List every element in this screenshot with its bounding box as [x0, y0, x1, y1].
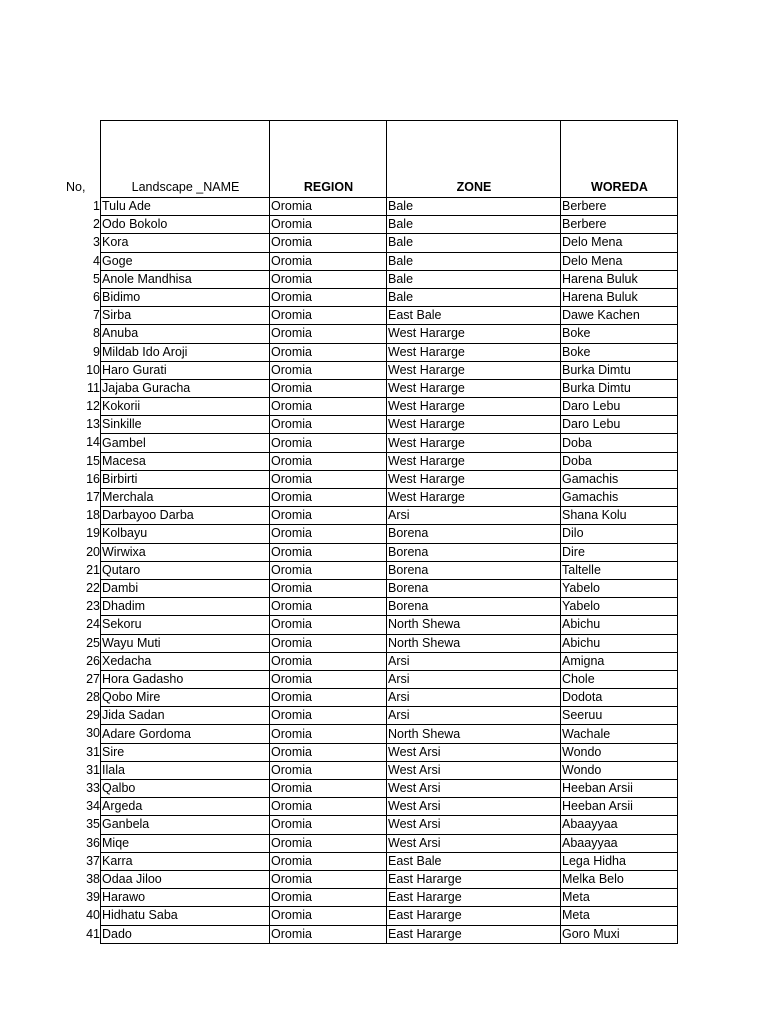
woreda-cell: Meta [561, 889, 678, 907]
woreda-cell: Boke [561, 325, 678, 343]
table-row [101, 816, 678, 834]
landscape-name: Miqe [102, 835, 130, 850]
zone-cell: East Bale [387, 307, 561, 325]
region-cell: Oromia [270, 870, 387, 888]
landscape-name-cell [93, 288, 270, 306]
landscape-name-cell [86, 707, 270, 725]
table-row [101, 288, 678, 306]
landscape-name-cell [86, 561, 270, 579]
landscape-name: Qutaro [102, 562, 141, 577]
zone-cell: Bale [387, 252, 561, 270]
region-cell: Oromia [270, 216, 387, 234]
landscape-name-cell [86, 452, 270, 470]
row-number: 8 [93, 326, 100, 341]
header-row [101, 121, 678, 198]
row-number: 13 [86, 417, 100, 432]
zone-cell: West Hararge [387, 398, 561, 416]
table-row [101, 670, 678, 688]
table-row [101, 434, 678, 452]
table-row [101, 761, 678, 779]
region-cell: Oromia [270, 525, 387, 543]
woreda-cell: Doba [561, 452, 678, 470]
landscape-name: Sirba [102, 308, 132, 323]
row-number: 6 [93, 289, 100, 304]
row-number: 33 [86, 781, 100, 795]
region-cell: Oromia [270, 270, 387, 288]
landscape-name: Tulu Ade [102, 199, 151, 214]
region-cell: Oromia [270, 307, 387, 325]
zone-cell: East Hararge [387, 925, 561, 943]
landscape-name: Dambi [102, 581, 139, 596]
woreda-cell: Daro Lebu [561, 398, 678, 416]
zone-cell: Arsi [387, 507, 561, 525]
region-cell: Oromia [270, 470, 387, 488]
table-row [101, 489, 678, 507]
table-row [101, 798, 678, 816]
woreda-cell: Shana Kolu [561, 507, 678, 525]
table-row [101, 416, 678, 434]
region-cell: Oromia [270, 489, 387, 507]
landscape-name-cell [86, 798, 270, 816]
landscape-name: Haro Gurati [102, 362, 167, 377]
woreda-cell: Abichu [561, 634, 678, 652]
landscape-name: Hora Gadasho [102, 671, 184, 686]
landscape-name: Macesa [102, 453, 146, 468]
table-row [101, 307, 678, 325]
row-number: 18 [86, 508, 100, 523]
zone-cell: Arsi [387, 670, 561, 688]
row-number: 9 [93, 344, 100, 359]
woreda-cell: Harena Buluk [561, 270, 678, 288]
zone-cell: Bale [387, 216, 561, 234]
landscape-name: Qalbo [102, 781, 136, 796]
landscape-name-cell [93, 216, 270, 234]
landscape-name-cell [86, 489, 270, 507]
woreda-cell: Yabelo [561, 579, 678, 597]
landscape-name: Kora [102, 235, 129, 250]
landscape-name-cell [86, 525, 270, 543]
row-number: 3 [93, 235, 100, 250]
landscape-name: Argeda [102, 799, 143, 814]
region-cell: Oromia [270, 670, 387, 688]
table-row [101, 689, 678, 707]
landscape-name: Ganbela [102, 817, 150, 832]
zone-cell: West Arsi [387, 816, 561, 834]
zone-cell: North Shewa [387, 634, 561, 652]
zone-cell: Arsi [387, 707, 561, 725]
row-number: 41 [86, 926, 100, 941]
landscape-name: Karra [102, 853, 133, 868]
region-cell: Oromia [270, 234, 387, 252]
woreda-cell: Berbere [561, 198, 678, 216]
landscape-name-cell [86, 616, 270, 634]
region-cell: Oromia [270, 561, 387, 579]
landscape-name: Odaa Jiloo [102, 872, 162, 887]
woreda-cell: Yabelo [561, 598, 678, 616]
row-number: 29 [86, 708, 100, 723]
landscape-name-cell [86, 434, 270, 452]
woreda-cell: Wondo [561, 761, 678, 779]
region-cell: Oromia [270, 725, 387, 743]
row-number: 22 [86, 580, 100, 595]
landscape-name-cell [86, 670, 270, 688]
row-number: 2 [93, 217, 100, 232]
woreda-cell: Wondo [561, 743, 678, 761]
landscape-name-cell [86, 816, 270, 834]
landscape-name-cell [93, 234, 270, 252]
table-row [101, 525, 678, 543]
table-row [101, 780, 678, 798]
landscape-name-cell [86, 870, 270, 888]
zone-cell: West Arsi [387, 743, 561, 761]
landscape-name: Goge [102, 253, 133, 268]
landscape-name: Odo Bokolo [102, 217, 168, 232]
region-cell: Oromia [270, 252, 387, 270]
landscape-name-cell [93, 307, 270, 325]
row-number: 31 [86, 744, 100, 759]
region-cell: Oromia [270, 780, 387, 798]
region-cell: Oromia [270, 579, 387, 597]
region-cell: Oromia [270, 798, 387, 816]
zone-cell: Borena [387, 598, 561, 616]
table-row [101, 379, 678, 397]
table-row [101, 616, 678, 634]
zone-cell: West Arsi [387, 834, 561, 852]
table-row [101, 343, 678, 361]
landscape-name: Sekoru [102, 617, 142, 632]
landscape-name: Anuba [102, 326, 139, 341]
landscape-name-cell [93, 270, 270, 288]
row-number: 36 [86, 835, 100, 850]
table-row [101, 452, 678, 470]
woreda-cell: Abaayyaa [561, 816, 678, 834]
region-cell: Oromia [270, 907, 387, 925]
landscape-name-cell [86, 634, 270, 652]
table-row [101, 743, 678, 761]
landscape-name-cell [86, 598, 270, 616]
zone-cell: West Arsi [387, 761, 561, 779]
woreda-cell: Amigna [561, 652, 678, 670]
landscape-name: Birbirti [102, 471, 138, 486]
row-number: 16 [86, 471, 100, 486]
woreda-cell: Meta [561, 907, 678, 925]
number-column-header: No, [66, 180, 86, 194]
table-row [101, 870, 678, 888]
woreda-cell: Abaayyaa [561, 834, 678, 852]
landscape-name-cell [86, 725, 270, 743]
woreda-cell: Seeruu [561, 707, 678, 725]
table-row [101, 889, 678, 907]
zone-cell: East Bale [387, 852, 561, 870]
landscape-name-cell [86, 652, 270, 670]
region-cell: Oromia [270, 398, 387, 416]
row-number: 17 [86, 490, 100, 504]
row-number: 10 [86, 362, 100, 377]
zone-cell: East Hararge [387, 889, 561, 907]
landscape-name-cell [86, 834, 270, 852]
table-row [101, 198, 678, 216]
zone-cell: West Hararge [387, 343, 561, 361]
landscape-name: Bidimo [102, 290, 141, 305]
landscape-name: Hidhatu Saba [102, 908, 178, 923]
landscape-name-cell [86, 543, 270, 561]
zone-cell: North Shewa [387, 616, 561, 634]
region-cell: Oromia [270, 761, 387, 779]
row-number: 19 [86, 526, 100, 541]
woreda-cell: Boke [561, 343, 678, 361]
landscape-name: Wayu Muti [102, 635, 161, 650]
woreda-cell: Heeban Arsii [561, 780, 678, 798]
row-number: 27 [86, 671, 100, 686]
table-row [101, 507, 678, 525]
zone-cell: West Hararge [387, 489, 561, 507]
row-number: 35 [86, 817, 100, 832]
row-number: 24 [86, 617, 100, 632]
woreda-cell: Delo Mena [561, 234, 678, 252]
woreda-header: WOREDA [561, 121, 678, 198]
landscape-name-cell [93, 252, 270, 270]
row-number: 23 [86, 599, 100, 614]
table-row [101, 270, 678, 288]
zone-cell: Arsi [387, 689, 561, 707]
zone-cell: West Hararge [387, 434, 561, 452]
row-number: 14 [86, 435, 100, 450]
zone-cell: Bale [387, 234, 561, 252]
woreda-cell: Burka Dimtu [561, 379, 678, 397]
landscape-name: Jida Sadan [102, 708, 165, 723]
region-cell: Oromia [270, 288, 387, 306]
woreda-cell: Lega Hidha [561, 852, 678, 870]
row-number: 7 [93, 308, 100, 323]
region-cell: Oromia [270, 507, 387, 525]
row-number: 11 [87, 380, 100, 395]
woreda-cell: Doba [561, 434, 678, 452]
row-number: 4 [93, 253, 100, 268]
table-row [101, 561, 678, 579]
zone-header: ZONE [387, 121, 561, 198]
row-number: 37 [86, 853, 100, 868]
landscape-name-cell [87, 379, 270, 397]
table-row [101, 543, 678, 561]
landscape-name: Mildab Ido Aroji [102, 344, 188, 359]
table-row [101, 216, 678, 234]
zone-cell: Borena [387, 561, 561, 579]
zone-cell: Borena [387, 579, 561, 597]
landscape-name-cell [93, 343, 270, 361]
landscape-name-cell [86, 361, 270, 379]
region-cell: Oromia [270, 889, 387, 907]
table-row [101, 852, 678, 870]
region-cell: Oromia [270, 379, 387, 397]
region-cell: Oromia [270, 834, 387, 852]
row-number: 12 [86, 399, 100, 414]
woreda-cell: Gamachis [561, 489, 678, 507]
woreda-cell: Taltelle [561, 561, 678, 579]
table-row [101, 398, 678, 416]
landscape-name-header: Landscape _NAME [101, 121, 270, 198]
table-row [101, 579, 678, 597]
landscape-name: Gambel [102, 435, 146, 450]
row-number: 25 [86, 635, 100, 650]
zone-cell: West Hararge [387, 379, 561, 397]
region-cell: Oromia [270, 852, 387, 870]
zone-cell: West Hararge [387, 452, 561, 470]
landscape-name: Darbayoo Darba [102, 508, 194, 523]
woreda-cell: Harena Buluk [561, 288, 678, 306]
row-number: 21 [86, 562, 100, 577]
landscape-name-cell [86, 416, 270, 434]
table-row [101, 598, 678, 616]
woreda-cell: Delo Mena [561, 252, 678, 270]
woreda-cell: Dodota [561, 689, 678, 707]
region-cell: Oromia [270, 325, 387, 343]
region-cell: Oromia [270, 634, 387, 652]
woreda-cell: Gamachis [561, 470, 678, 488]
region-cell: Oromia [270, 743, 387, 761]
zone-cell: East Hararge [387, 870, 561, 888]
landscape-name-cell [86, 780, 270, 798]
zone-cell: Bale [387, 288, 561, 306]
woreda-cell: Wachale [561, 725, 678, 743]
region-cell: Oromia [270, 361, 387, 379]
table-row [101, 907, 678, 925]
table-row [101, 252, 678, 270]
landscape-name-cell [86, 689, 270, 707]
woreda-cell: Dire [561, 543, 678, 561]
landscape-name-cell [86, 470, 270, 488]
table-row [101, 834, 678, 852]
landscape-name-cell [93, 325, 270, 343]
landscape-name: Xedacha [102, 653, 152, 668]
region-cell: Oromia [270, 452, 387, 470]
landscape-name-cell [86, 579, 270, 597]
table-row [101, 325, 678, 343]
landscape-name-cell [93, 198, 270, 216]
landscape-name: Dhadim [102, 599, 146, 614]
table-row [101, 707, 678, 725]
region-header: REGION [270, 121, 387, 198]
zone-cell: West Hararge [387, 325, 561, 343]
row-number: 28 [86, 690, 100, 705]
row-number: 31 [86, 762, 100, 777]
table-row [101, 234, 678, 252]
table-row [101, 925, 678, 943]
woreda-cell: Chole [561, 670, 678, 688]
landscape-name: Wirwixa [102, 544, 146, 559]
row-number: 20 [86, 544, 100, 559]
zone-cell: West Hararge [387, 470, 561, 488]
region-cell: Oromia [270, 816, 387, 834]
landscape-name: Kolbayu [102, 526, 148, 541]
zone-cell: North Shewa [387, 725, 561, 743]
row-number: 30 [86, 726, 100, 741]
row-number: 1 [93, 199, 100, 213]
woreda-cell: Goro Muxi [561, 925, 678, 943]
landscape-name-cell [86, 761, 270, 779]
landscape-name-cell [86, 852, 270, 870]
landscape-name: Sinkille [102, 417, 142, 432]
zone-cell: Arsi [387, 652, 561, 670]
landscape-name: Harawo [102, 890, 146, 905]
landscape-name: Anole Mandhisa [102, 271, 192, 286]
row-number: 38 [86, 871, 100, 886]
row-number: 15 [86, 453, 100, 468]
table-row [101, 725, 678, 743]
row-number: 34 [86, 799, 100, 814]
region-cell: Oromia [270, 598, 387, 616]
zone-cell: Borena [387, 525, 561, 543]
landscape-name-cell [86, 907, 270, 925]
region-cell: Oromia [270, 198, 387, 216]
landscape-name-cell [86, 743, 270, 761]
landscape-table [86, 120, 678, 944]
landscape-name-cell [86, 889, 270, 907]
woreda-cell: Abichu [561, 616, 678, 634]
row-number: 5 [93, 271, 100, 286]
region-cell: Oromia [270, 416, 387, 434]
region-cell: Oromia [270, 343, 387, 361]
region-cell: Oromia [270, 543, 387, 561]
landscape-name-cell [86, 925, 270, 943]
woreda-cell: Dawe Kachen [561, 307, 678, 325]
row-number: 40 [86, 908, 100, 923]
zone-cell: Bale [387, 198, 561, 216]
zone-cell: West Hararge [387, 416, 561, 434]
woreda-cell: Burka Dimtu [561, 361, 678, 379]
landscape-name: Ilala [102, 762, 125, 777]
zone-cell: West Arsi [387, 798, 561, 816]
region-cell: Oromia [270, 689, 387, 707]
zone-cell: Borena [387, 543, 561, 561]
zone-cell: West Arsi [387, 780, 561, 798]
region-cell: Oromia [270, 707, 387, 725]
landscape-name: Jajaba Guracha [102, 380, 191, 395]
table-row [101, 470, 678, 488]
row-number: 39 [86, 890, 100, 905]
woreda-cell: Dilo [561, 525, 678, 543]
landscape-name: Sire [102, 744, 125, 759]
landscape-name: Adare Gordoma [102, 726, 191, 741]
region-cell: Oromia [270, 434, 387, 452]
woreda-cell: Berbere [561, 216, 678, 234]
zone-cell: West Hararge [387, 361, 561, 379]
region-cell: Oromia [270, 616, 387, 634]
region-cell: Oromia [270, 925, 387, 943]
woreda-cell: Melka Belo [561, 870, 678, 888]
region-cell: Oromia [270, 652, 387, 670]
landscape-name: Qobo Mire [102, 690, 161, 705]
landscape-name-cell [86, 398, 270, 416]
row-number: 26 [86, 653, 100, 668]
landscape-name: Dado [102, 926, 132, 941]
table-row [101, 361, 678, 379]
landscape-name-cell [86, 507, 270, 525]
woreda-cell: Heeban Arsii [561, 798, 678, 816]
woreda-cell: Daro Lebu [561, 416, 678, 434]
table-row [101, 652, 678, 670]
zone-cell: East Hararge [387, 907, 561, 925]
zone-cell: Bale [387, 270, 561, 288]
landscape-name: Kokorii [102, 399, 141, 414]
table-row [101, 634, 678, 652]
landscape-name: Merchala [102, 490, 154, 505]
